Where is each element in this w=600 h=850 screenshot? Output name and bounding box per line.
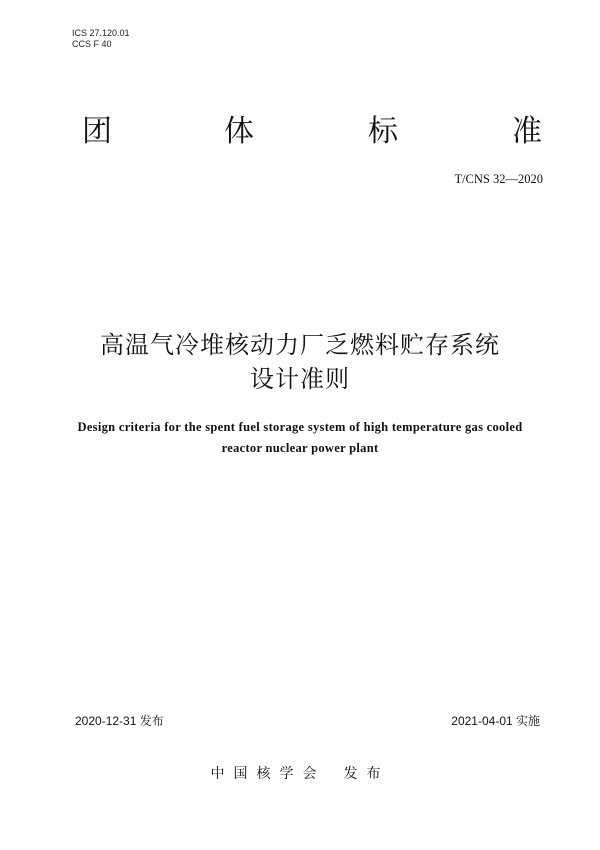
issuer-line [0, 763, 600, 783]
document-type-heading [0, 112, 600, 152]
publish-label: 发布 [343, 766, 390, 782]
doc-type-char-3: 标 [368, 114, 398, 149]
chinese-title-line-2: 设计准则 [250, 365, 350, 393]
effective-date: 2021-04-01 实施 [451, 714, 540, 728]
ccs-code: CCS F 40 [72, 39, 112, 49]
ics-code: ICS 27.120.01 [72, 28, 130, 38]
english-title-line-2: reactor nuclear power plant [221, 441, 379, 455]
issue-date: 2020-12-31 发布 [75, 714, 164, 728]
doc-type-char-2: 体 [224, 114, 254, 149]
standard-number: T/CNS 32—2020 [454, 172, 543, 186]
doc-type-char-4: 准 [512, 114, 542, 149]
english-title-line-1: Design criteria for the spent fuel storage system of high temperature gas cooled [77, 420, 523, 434]
english-title [0, 417, 600, 459]
chinese-title-line-1: 高温气冷堆核动力厂乏燃料贮存系统 [100, 331, 500, 359]
divider [60, 734, 540, 735]
issuing-organization: 中国核学会 [210, 766, 326, 782]
chinese-title [0, 328, 600, 396]
classification-codes [72, 28, 130, 50]
doc-type-char-1: 团 [82, 114, 112, 149]
